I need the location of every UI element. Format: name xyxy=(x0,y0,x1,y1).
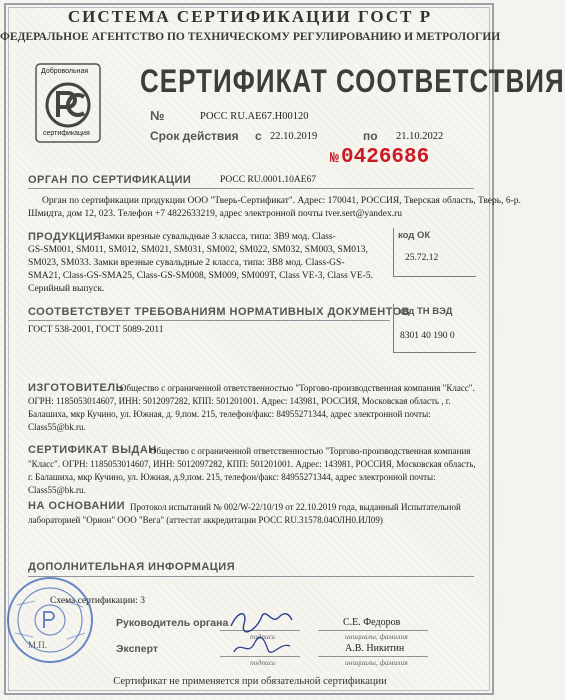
logo-bottom-text: сертификация xyxy=(43,130,90,137)
manufacturer-line-2: ОГРН: 1185053014607, ИНН: 5012097282, КПП: 501201001. Адрес: 143981, РОССИЯ, Московская область , г. xyxy=(28,396,451,406)
serial-number xyxy=(330,146,429,169)
seal-stamp xyxy=(5,575,95,665)
expert-label: Эксперт xyxy=(116,643,159,655)
head-label: Руководитель органа xyxy=(116,617,229,629)
head-name-line xyxy=(318,630,428,631)
serial-prefix: № xyxy=(330,150,340,167)
issued-line-4: Class55@bk.ru. xyxy=(28,485,86,495)
organ-heading: ОРГАН ПО СЕРТИФИКАЦИИ xyxy=(28,174,192,186)
head-name: С.Е. Федоров xyxy=(343,617,401,628)
certification-scheme: Схема сертификации: 3 xyxy=(50,596,145,606)
issued-line-3: г. Балашиха, мкр Кучино, ул. Южная, д.9,пом. 215, телефон/факс: 84955271344, адрес электронной почты: xyxy=(28,472,436,482)
manufacturer-line-1: Общество с ограниченной ответственностью "Торгово-производственная компания "Класс". xyxy=(120,383,475,393)
footer-note: Сертификат не применяется при обязательной сертификации xyxy=(113,676,387,687)
organ-line-1: Орган по сертификации продукции ООО "Тверь-Сертификат". Адрес: 170041, РОССИЯ, Тверская область, Тверь, 6-р. xyxy=(42,196,521,206)
validity-to-label: по xyxy=(363,129,378,143)
product-line-5: Серийный выпуск. xyxy=(28,284,105,294)
product-code-label: код ОК xyxy=(398,230,431,241)
head-signature-icon xyxy=(226,606,296,634)
manufacturer-line-3: Балашиха, мкр Кучино, ул. Южная, д. 9,пом. 215, телефон/факс: 84955271344, адрес электронной почты: xyxy=(28,409,431,419)
head-sign-caption: подпись xyxy=(250,632,276,641)
system-title: СИСТЕМА СЕРТИФИКАЦИИ ГОСТ Р xyxy=(67,7,433,26)
expert-name-caption: инициалы, фамилия xyxy=(345,658,408,667)
rst-logo xyxy=(34,62,102,144)
basis-line-1: Протокол испытаний № 002/W-22/10/19 от 22.10.2019 года, выданный Испытательной xyxy=(130,502,461,512)
validity-to: 21.10.2022 xyxy=(396,131,444,142)
compliance-docs: ГОСТ 538-2001, ГОСТ 5089-2011 xyxy=(28,325,164,335)
issued-line-2: "Класс". ОГРН: 1185053014607, ИНН: 5012097282, КПП: 501201001. Адрес: 143981, РОССИЯ, Московская область, xyxy=(28,459,476,469)
issued-line-1: Общество с ограниченной ответственностью "Торгово-производственная компания xyxy=(150,446,471,456)
compliance-divider xyxy=(28,320,390,321)
product-line-1: Замки врезные сувальдные 3 класса, типа: ЗВ9 мод. Class- xyxy=(100,232,336,242)
expert-name: А.В. Никитин xyxy=(345,643,405,654)
validity-label: Срок действия xyxy=(150,129,239,143)
serial-value: 0426686 xyxy=(341,146,430,169)
number-label: № xyxy=(150,108,165,123)
certificate-title: СЕРТИФИКАТ СООТВЕТСТВИЯ xyxy=(140,62,565,100)
product-line-4: SMA21, Class-GS-SMA25, Class-GS-SM008, SM009, SM009T, Class VE-3, Class VE-5. xyxy=(28,271,373,281)
tnved-code: 8301 40 190 0 xyxy=(400,331,455,341)
certificate-number: РОСС RU.AE67.H00120 xyxy=(200,111,309,122)
logo-top-text: Добровольная xyxy=(41,68,89,75)
tnved-code-label: код ТН ВЭД xyxy=(398,306,453,317)
expert-sign-caption: подпись xyxy=(250,658,276,667)
mp-mark: М.П. xyxy=(28,640,48,650)
basis-line-2: лабораторией "Орион" ООО "Вега" (аттестат аккредитации РОСС RU.31578.04ОЛН0.ИЛ09) xyxy=(28,515,383,525)
compliance-heading: СООТВЕТСТВУЕТ ТРЕБОВАНИЯМ НОРМАТИВНЫХ ДОКУМЕНТОВ xyxy=(28,306,411,318)
validity-from-label: с xyxy=(255,129,262,143)
product-line-2: GS-SM001, SM011, SM012, SM021, SM031, SM002, SM022, SM032, SM003, SM013, xyxy=(28,245,368,255)
agency-title: ФЕДЕРАЛЬНОЕ АГЕНТСТВО ПО ТЕХНИЧЕСКОМУ РЕГУЛИРОВАНИЮ И МЕТРОЛОГИИ xyxy=(0,31,501,43)
additional-heading: ДОПОЛНИТЕЛЬНАЯ ИНФОРМАЦИЯ xyxy=(28,561,236,573)
organ-line-2: Шмидта, дом 12, 023. Телефон +7 4822633219, адрес электронной почты tver.sert@yandex.ru xyxy=(28,209,403,219)
validity-from: 22.10.2019 xyxy=(270,131,318,142)
manufacturer-line-4: Class55@bk.ru. xyxy=(28,422,86,432)
issued-heading: СЕРТИФИКАТ ВЫДАН xyxy=(28,444,157,456)
head-name-caption: инициалы, фамилия xyxy=(345,632,408,641)
product-line-3: SM023, SM033. Замки врезные сувальдные 2 класса, типа: ЗВ8 мод. Class-GS- xyxy=(28,258,345,268)
expert-signature-icon xyxy=(230,634,294,660)
organ-code: РОСС RU.0001.10AE67 xyxy=(220,175,317,185)
product-heading: ПРОДУКЦИЯ xyxy=(28,231,102,243)
product-code: 25.72.12 xyxy=(405,253,439,263)
seal-stamp-icon xyxy=(5,575,95,665)
organ-divider xyxy=(28,188,474,189)
manufacturer-heading: ИЗГОТОВИТЕЛЬ xyxy=(28,382,124,394)
expert-name-line xyxy=(318,656,428,657)
basis-heading: НА ОСНОВАНИИ xyxy=(28,500,126,512)
